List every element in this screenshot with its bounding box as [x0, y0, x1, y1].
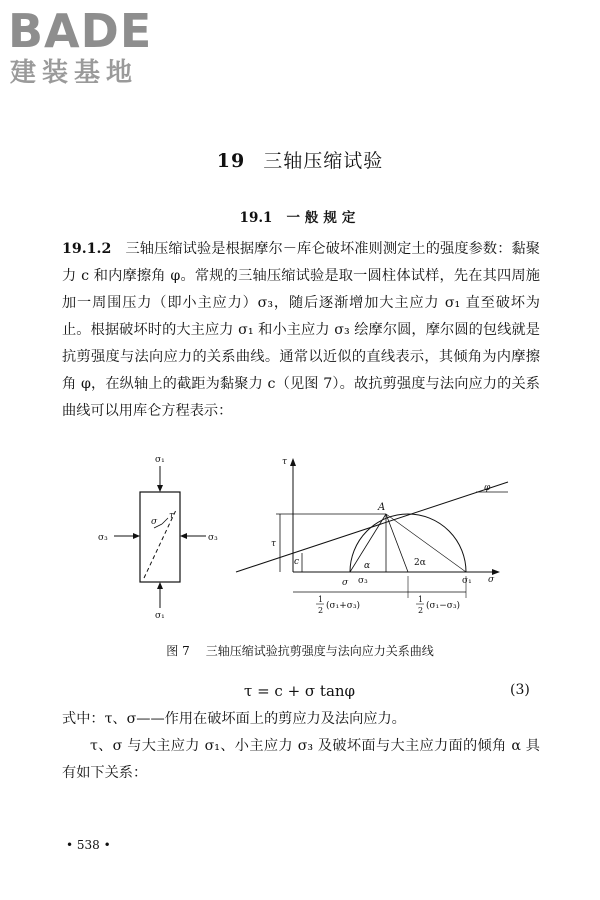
right-arrow-head: [180, 533, 187, 539]
mohr-circle-figure: [96, 452, 516, 632]
specimen-tau-label: τ: [169, 511, 174, 521]
page-number: • 538 •: [66, 838, 111, 852]
specimen-sigma1-bottom: σ₁: [155, 611, 165, 621]
logo-brand-text: BADE: [8, 4, 153, 58]
figure-caption-text: 三轴压缩试验抗剪强度与法向应力关系曲线: [205, 644, 434, 658]
tau-dim-label: τ: [271, 539, 276, 549]
point-a-label: A: [378, 502, 386, 513]
two-alpha-label: 2α: [414, 558, 426, 568]
alpha-label: α: [364, 561, 371, 571]
sigma3-point-label: σ₃: [358, 576, 368, 586]
half-diff-num: 1: [418, 595, 424, 604]
half-diff-den: 2: [418, 606, 424, 615]
clause-text: 三轴压缩试验是根据摩尔－库仑破坏准则测定土的强度参数：黏聚力 c 和内摩擦角 φ。常规的三轴压缩试验是取一圆柱体试样，先在其四周施加一周围压力（即小主应力）σ₃，随后逐渐增加大主应力 σ₁ 直至破坏为止。根据破坏时的大主应力 σ₁ 和小主应力 σ₃ 绘摩尔圆，摩尔圆的包线就是抗剪强度与法向应力的关系曲线。通常以近似的直线表示，其倾角为内摩擦角 φ，在纵轴上的截距为黏聚力 c（见图 7）。故抗剪强度与法向应力的关系曲线可以用库仑方程表示：: [62, 241, 540, 419]
section-title: 一般规定: [286, 210, 361, 226]
radius-to-a: [386, 514, 408, 572]
brand-logo: [8, 6, 188, 92]
bottom-arrow-head: [157, 582, 163, 589]
tau-axis-label: τ: [282, 457, 287, 467]
specimen-sigma1-top: σ₁: [155, 455, 165, 465]
sigma1-point-label: σ₁: [462, 576, 472, 586]
clause-paragraph: [62, 236, 540, 425]
equation-definition: 式中：τ、σ——作用在破坏面上的剪应力及法向应力。: [62, 711, 406, 727]
figure-caption: [0, 642, 600, 659]
mohr-diagram: [236, 457, 508, 615]
shear-stress-arrow: [162, 518, 168, 524]
strength-envelope: [236, 482, 508, 572]
half-sum-den: 2: [318, 606, 324, 615]
specimen-rect: [140, 492, 180, 582]
half-sum-label: (σ₁+σ₃): [326, 601, 361, 611]
chord-a-to-sigma1: [386, 514, 466, 572]
tau-axis-arrow: [290, 458, 296, 466]
section-heading: [0, 206, 600, 226]
equation-number: (3): [510, 682, 530, 698]
c-label: c: [294, 557, 300, 567]
half-sum-num: 1: [318, 595, 324, 604]
chapter-title: 三轴压缩试验: [263, 150, 384, 172]
top-arrow-head: [157, 485, 163, 492]
specimen-sigma3-right: σ₃: [208, 533, 218, 543]
half-diff-label: (σ₁−σ₃): [426, 601, 461, 611]
clause-number: 19.1.2: [62, 241, 112, 257]
section-number: 19.1: [239, 210, 273, 226]
chapter-number: 19: [216, 150, 246, 172]
logo-subtitle: 建装基地: [10, 58, 139, 88]
specimen-sigma3-left: σ₃: [98, 533, 108, 543]
sigma-axis-label: σ: [488, 575, 495, 585]
phi-label: φ: [484, 483, 491, 493]
left-arrow-head: [133, 533, 140, 539]
relation-paragraph: τ、σ 与大主应力 σ₁、小主应力 σ₃ 及破坏面与大主应力面的倾角 α 具有如下关系：: [62, 738, 540, 781]
coulomb-equation: τ = c + σ tanφ: [244, 682, 356, 700]
specimen-sigma-label: σ: [151, 517, 158, 527]
figure-label: 图 7: [166, 644, 190, 658]
specimen-diagram: [98, 455, 218, 621]
chapter-heading: [0, 146, 600, 173]
sigma-point-label: σ: [342, 578, 349, 588]
